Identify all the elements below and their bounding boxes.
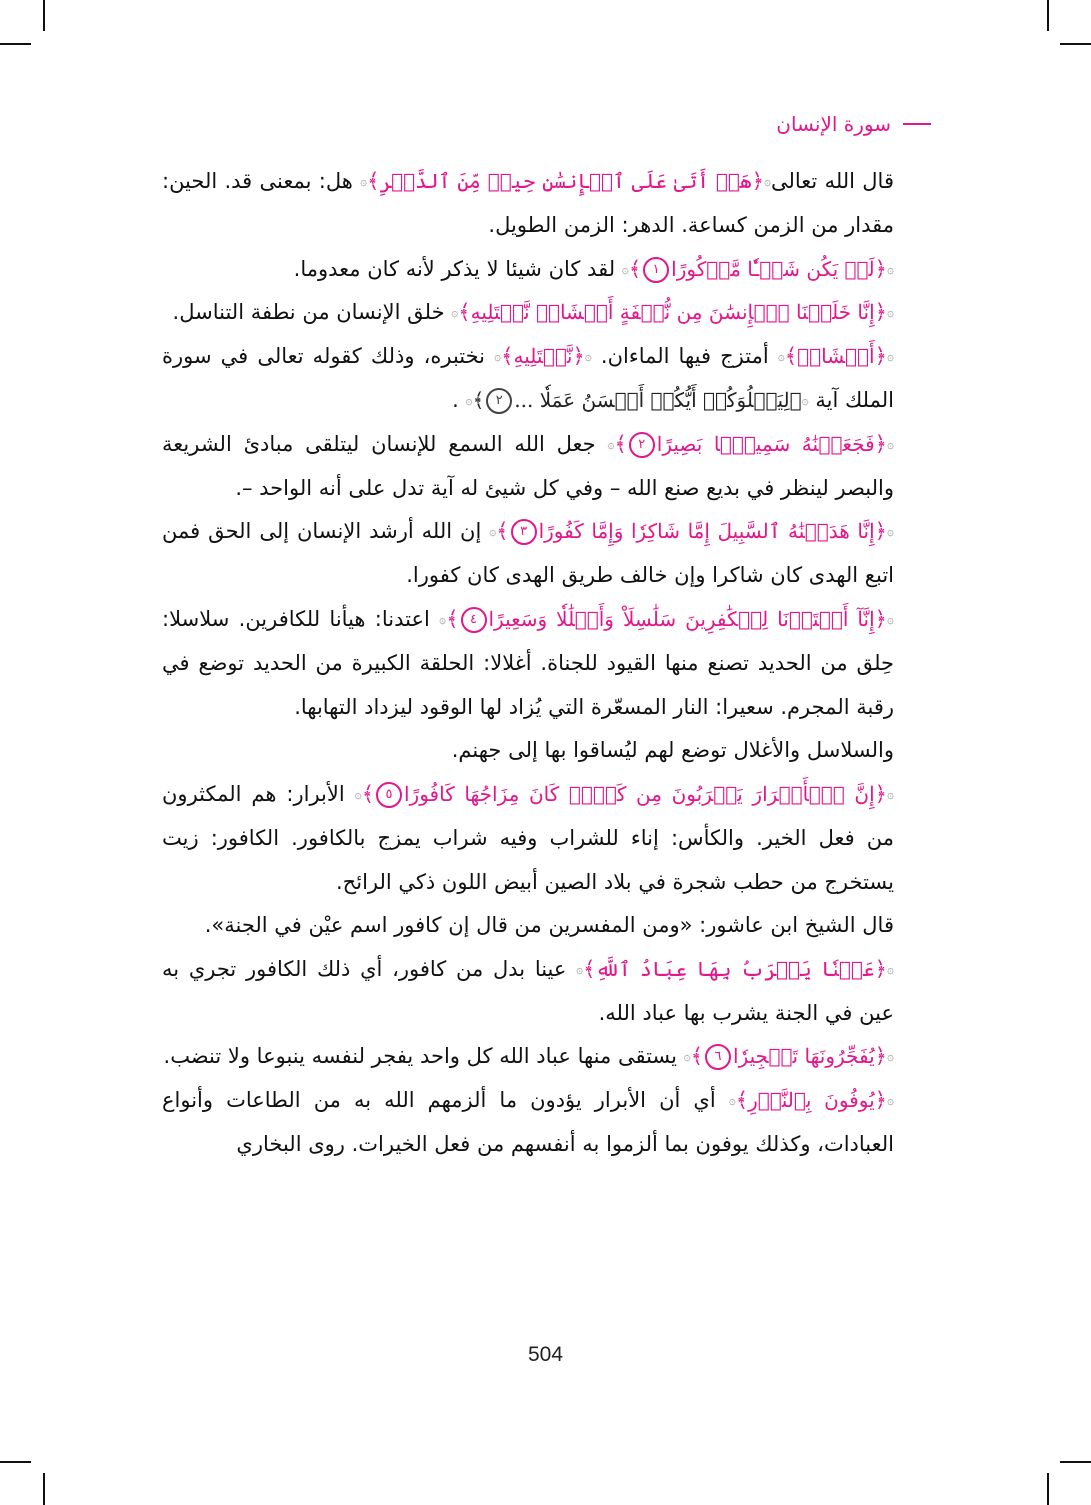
quran-bracket-open: ﴿ bbox=[874, 1044, 887, 1069]
quran-bracket-open: ﴿ bbox=[789, 388, 802, 413]
quran-verse: يُوفُونَ بِٱلنَّذۡرِ bbox=[748, 1088, 875, 1113]
ornament-icon: ۞ bbox=[886, 962, 894, 977]
commentary-text: إن الله أرشد الإنسان إلى الحق فمن اتبع الهدى كان شاكرا وإن خالف طريق الهدى كان كفورا. bbox=[162, 519, 894, 588]
paragraph bbox=[162, 160, 932, 248]
ornament-icon: ۞ bbox=[886, 261, 894, 276]
ornament-icon: ۞ bbox=[886, 1093, 894, 1108]
quran-bracket-open: ﴿ bbox=[874, 300, 887, 325]
running-header bbox=[776, 112, 931, 136]
ornament-icon: ۞ bbox=[886, 437, 894, 452]
quran-bracket-close: ﴾ bbox=[735, 1088, 749, 1113]
ayah-number-medallion: ٥ bbox=[376, 782, 402, 808]
ornament-icon: ۞ bbox=[777, 349, 785, 364]
ornament-icon: ۞ bbox=[886, 1049, 894, 1064]
quran-bracket-open: ﴿ bbox=[874, 344, 887, 369]
paragraph bbox=[162, 291, 932, 335]
ornament-icon: ۞ bbox=[494, 349, 502, 364]
ornament-icon: ۞ bbox=[728, 1093, 736, 1108]
page-body bbox=[162, 160, 932, 1167]
paragraph bbox=[162, 423, 932, 511]
crop-mark-tl-v bbox=[43, 0, 45, 31]
header-rule bbox=[903, 123, 931, 125]
quran-bracket-close: ﴾ bbox=[583, 956, 596, 981]
commentary-text: أمتزج فيها الماءان. bbox=[600, 344, 769, 369]
quran-bracket-close: ﴾ bbox=[614, 431, 627, 456]
paragraph bbox=[162, 248, 932, 292]
quran-bracket-open: ﴿ bbox=[874, 519, 887, 544]
quran-bracket-open: ﴿ bbox=[874, 607, 887, 632]
ornament-icon: ۞ bbox=[886, 305, 894, 320]
ornament-icon: ۞ bbox=[886, 787, 894, 802]
crop-mark-tr-h bbox=[1060, 43, 1091, 45]
ornament-icon: ۞ bbox=[489, 524, 497, 539]
commentary-text: أي أن الأبرار يؤدون ما ألزمهم الله به من الطاعات وأنواع العبادات، وكذلك يوفون بما ألزموا به أنفسهم من فعل الخيرات. روى البخاري bbox=[162, 1088, 894, 1157]
quran-bracket-open: ﴿ bbox=[874, 1088, 887, 1113]
quran-verse: إِنَّ ٱلۡأَبۡرَارَ يَشۡرَبُونَ مِن كَأۡسٖ كَانَ مِزَاجُهَا كَافُورًا bbox=[404, 781, 875, 806]
quran-bracket-close: ﴾ bbox=[690, 1044, 704, 1069]
crop-mark-bl-h bbox=[0, 1461, 31, 1463]
paragraph bbox=[162, 773, 932, 904]
ornament-icon: ۞ bbox=[360, 174, 368, 189]
ayah-number-medallion: ٦ bbox=[705, 1044, 731, 1070]
ornament-icon: ۞ bbox=[354, 787, 362, 802]
ornament-icon: ۞ bbox=[465, 393, 473, 408]
quran-verse: لَمۡ يَكُن شَيۡـٔٗا مَّذۡكُورًا bbox=[671, 256, 875, 281]
quran-verse: إِنَّا هَدَيۡنَٰهُ ٱلسَّبِيلَ إِمَّا شَاكِرٗا وَإِمَّا كَفُورًا bbox=[538, 519, 875, 544]
ornament-icon: ۞ bbox=[621, 261, 629, 276]
quran-bracket-open: ﴿ bbox=[572, 344, 585, 369]
paragraph bbox=[162, 335, 932, 423]
paragraph bbox=[162, 598, 932, 729]
quran-bracket-close: ﴾ bbox=[361, 781, 374, 806]
commentary-text: خلق الإنسان من نطفة التناسل. bbox=[172, 300, 445, 325]
quran-bracket-open: ﴿ bbox=[751, 169, 764, 193]
quran-verse: إِنَّا خَلَقۡنَا ٱلۡإِنسَٰنَ مِن نُّطۡفَةٍ أَمۡشَاجٖ نَّبۡتَلِيهِ bbox=[470, 300, 875, 325]
punctuation: . bbox=[452, 388, 459, 413]
ayah-number-medallion: ٣ bbox=[511, 519, 537, 545]
quran-bracket-close: ﴾ bbox=[446, 607, 459, 632]
ayah-number-medallion: ٢ bbox=[629, 432, 655, 458]
quran-bracket-close: ﴾ bbox=[496, 519, 509, 544]
quran-bracket-close: ﴾ bbox=[501, 344, 514, 369]
quran-bracket-open: ﴿ bbox=[874, 431, 887, 456]
commentary-text: والسلاسل والأغلال توضع لهم ليُساقوا بها إلى جهنم. bbox=[451, 738, 894, 763]
quran-verse: هَلۡ أَتَىٰ عَلَى ٱلۡإِنسَٰنِ حِينٞ مِّنَ ٱلدَّهۡرِ bbox=[379, 169, 752, 193]
quran-verse: عَيۡنٗا يَشۡرَبُ بِهَا عِبَادُ ٱللَّهِ bbox=[595, 956, 875, 981]
ayah-number-medallion: ٤ bbox=[461, 607, 487, 633]
crop-mark-tl-h bbox=[0, 43, 31, 45]
commentary-text: يستقى منها عباد الله كل واحد يفجر لنفسه ينبوعا ولا تنضب. bbox=[163, 1044, 677, 1069]
crop-mark-tr-v bbox=[1047, 0, 1049, 31]
ornament-icon: ۞ bbox=[886, 612, 894, 627]
ornament-icon: ۞ bbox=[886, 349, 894, 364]
ayah-number-medallion: ١ bbox=[643, 257, 669, 283]
ornament-icon: ۞ bbox=[439, 612, 447, 627]
ornament-icon: ۞ bbox=[576, 962, 584, 977]
ornament-icon: ۞ bbox=[607, 437, 615, 452]
commentary-text: عينا بدل من كافور، أي ذلك الكافور تجري به عين في الجنة يشرب بها عباد الله. bbox=[162, 956, 894, 1025]
ornament-icon: ۞ bbox=[584, 349, 592, 364]
quran-verse: لِيَبۡلُوَكُمۡ أَيُّكُمۡ أَحۡسَنُ عَمَلٗا ... bbox=[514, 388, 790, 413]
quran-bracket-open: ﴿ bbox=[874, 956, 887, 981]
quran-bracket-open: ﴿ bbox=[874, 781, 887, 806]
commentary-text: هل: بمعنى قد. الحين: مقدار من الزمن كساعة. الدهر: الزمن الطويل. bbox=[162, 169, 894, 237]
quran-bracket-close: ﴾ bbox=[628, 256, 642, 281]
crop-mark-br-v bbox=[1047, 1473, 1049, 1505]
surah-title: سورة الإنسان bbox=[776, 112, 891, 136]
quran-verse: أَمۡشَاجٖ bbox=[797, 344, 875, 369]
quran-verse: إِنَّآ أَعۡتَدۡنَا لِلۡكَٰفِرِينَ سَلَٰسِلَاْ وَأَغۡلَٰلٗا وَسَعِيرًا bbox=[488, 607, 875, 632]
intro-text: قال الله تعالى bbox=[771, 169, 894, 193]
quran-verse: يُفَجِّرُونَهَا تَفۡجِيرٗا bbox=[733, 1044, 875, 1069]
commentary-text: الأبرار: هم المكثرون من فعل الخير. والكأس: إناء للشراب وفيه شراب يمزج بالكافور. الكافور: زيت يستخرج من حطب شجرة في بلاد الصين أبيض اللون ذكي الرائح. bbox=[162, 781, 894, 894]
commentary-text: جعل الله السمع للإنسان ليتلقى مبادئ الشريعة والبصر لينظر في بديع صنع الله – وفي كل شيئ له آية تدل على أنه الواحد –. bbox=[162, 431, 894, 500]
ornament-icon: ۞ bbox=[683, 1049, 691, 1064]
ayah-number-medallion: ٢ bbox=[486, 388, 512, 414]
page-number: 504 bbox=[527, 1343, 564, 1366]
quran-bracket-close: ﴾ bbox=[784, 344, 798, 369]
quran-verse: فَجَعَلۡنَٰهُ سَمِيعَۢا بَصِيرًا bbox=[656, 431, 875, 456]
quran-verse: نَّبۡتَلِيهِ bbox=[513, 344, 573, 369]
ornament-icon: ۞ bbox=[801, 393, 809, 408]
commentary-text: لقد كان شيئا لا يذكر لأنه كان معدوما. bbox=[293, 256, 616, 281]
paragraph bbox=[162, 1079, 932, 1167]
quran-bracket-close: ﴾ bbox=[367, 169, 380, 193]
quran-bracket-close: ﴾ bbox=[472, 388, 485, 413]
crop-mark-br-h bbox=[1060, 1461, 1091, 1463]
ornament-icon: ۞ bbox=[763, 174, 771, 189]
paragraph bbox=[162, 948, 932, 1036]
commentary-text: قال الشيخ ابن عاشور: «ومن المفسرين من قال إن كافور اسم عيْن في الجنة». bbox=[204, 913, 894, 938]
crop-mark-bl-v bbox=[43, 1473, 45, 1505]
quran-bracket-close: ﴾ bbox=[458, 300, 471, 325]
ornament-icon: ۞ bbox=[451, 305, 459, 320]
ornament-icon: ۞ bbox=[886, 524, 894, 539]
paragraph bbox=[162, 904, 932, 948]
commentary-text: اعتدنا: هيأنا للكافرين. سلاسلا: حِلق من الحديد تصنع منها القيود للجناة. أغلالا: الحلقة الكبيرة من الحديد توضع في رقبة المجرم. سعيرا: النار المسعّرة التي يُزاد لها الوقود ليزداد التهابها. bbox=[162, 607, 894, 719]
paragraph bbox=[162, 510, 932, 598]
commentary-text: نختبره، وذلك كقوله تعالى في سورة الملك آية bbox=[162, 344, 894, 413]
paragraph bbox=[162, 1035, 932, 1079]
paragraph bbox=[162, 729, 932, 773]
quran-bracket-open: ﴿ bbox=[874, 256, 887, 281]
